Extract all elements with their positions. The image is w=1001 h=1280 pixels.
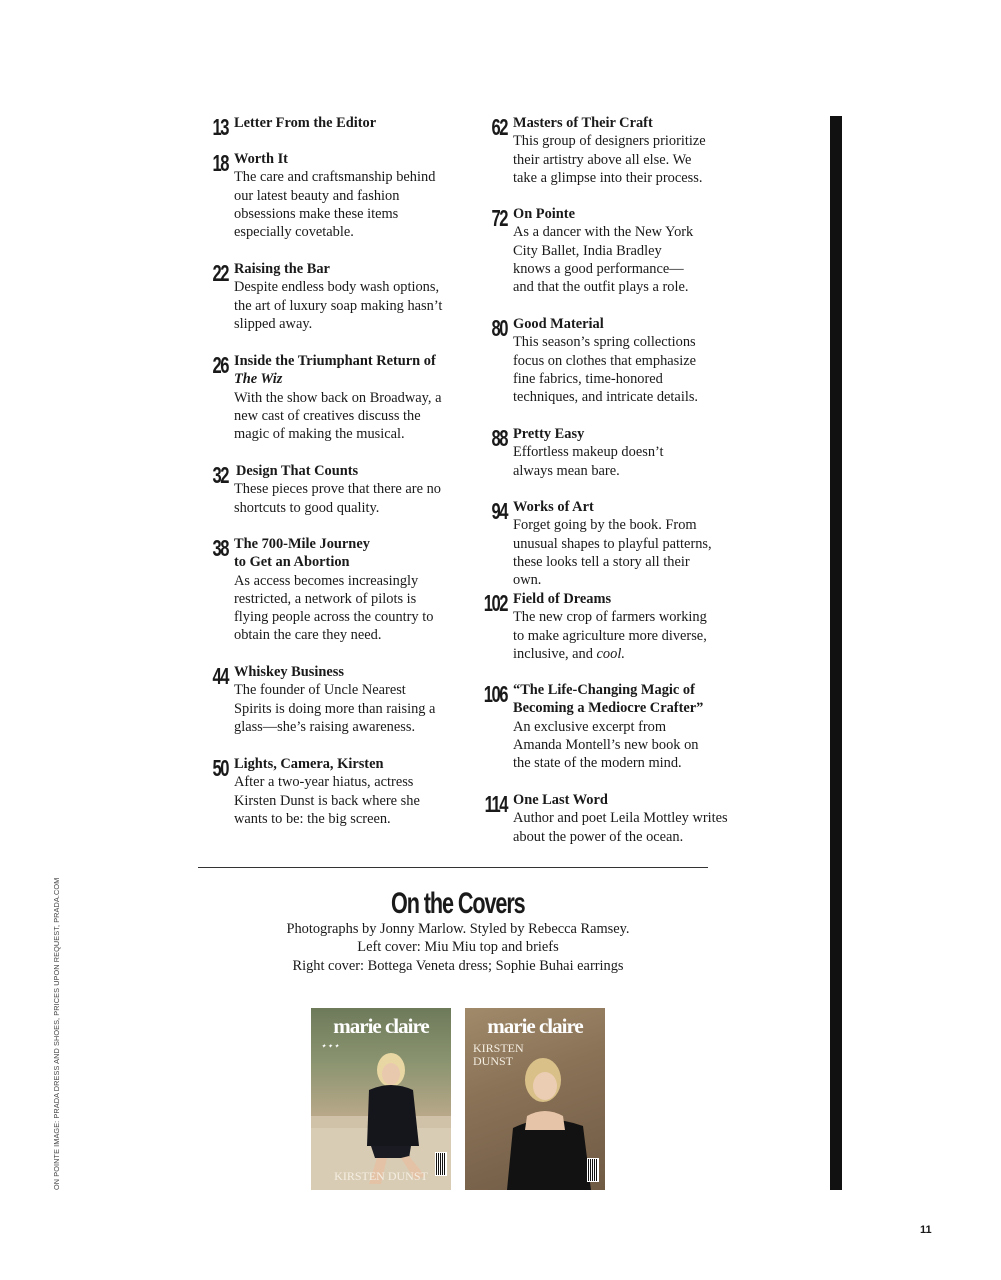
entry-description: Effortless makeup doesn’t always mean bare. [513, 444, 664, 479]
page-number-label: 18 [212, 150, 228, 176]
cover-name: KIRSTEN DUNST [473, 1041, 524, 1068]
entry-description: These pieces prove that there are no shortcuts to good quality. [234, 481, 441, 516]
covers-credits [0, 920, 916, 975]
entry-title-italic: The Wiz [234, 371, 283, 388]
entry-title-text: Inside the Triumphant Return of [234, 353, 436, 369]
page-number-label: 102 [483, 590, 507, 616]
credit-line: Left cover: Miu Miu top and briefs [357, 939, 559, 956]
entry-title: Field of Dreams [513, 591, 612, 607]
entry-title: “The Life-Changing Magic of Becoming a Mediocre Crafter” [513, 682, 704, 717]
entry-description-italic: cool. [596, 645, 625, 662]
entry-description: As access becomes increasingly restricted, a network of pilots is flying people across the country to obtain the care they need. [234, 572, 434, 644]
entry-title: On Pointe [513, 206, 575, 222]
cover-name: KIRSTEN DUNST [334, 1169, 428, 1183]
side-photo-credit: ON POINTE IMAGE: PRADA DRESS AND SHOES, PRICES UPON REQUEST, PRADA.COM [52, 877, 61, 1190]
entry-description-text: The new crop of farmers working to make agriculture more diverse, inclusive, and [513, 609, 707, 662]
page-number-label: 26 [212, 352, 228, 378]
cover-barcode [587, 1158, 599, 1182]
page-number-label: 13 [212, 114, 228, 140]
page-number-label: 94 [491, 498, 507, 524]
cover-model-figure [311, 1008, 451, 1190]
cover-image-right [465, 1008, 605, 1190]
credit-line: Right cover: Bottega Veneta dress; Sophie Buhai earrings [292, 957, 624, 974]
page-number-label: 44 [212, 663, 228, 689]
page-number-label: 62 [491, 114, 507, 140]
cover-masthead: marie claire [333, 1014, 429, 1038]
decorative-black-bar [830, 116, 842, 1190]
entry-description: The founder of Uncle Nearest Spirits is doing more than raising a glass—she’s raising awareness. [234, 682, 436, 735]
entry-description: The care and craftsmanship behind our latest beauty and fashion obsessions make these items especially covetable. [234, 169, 436, 241]
page-number-label: 50 [212, 755, 228, 781]
entry-title: Whiskey Business [234, 664, 344, 680]
entry-title: The 700-Mile Journey to Get an Abortion [234, 536, 370, 571]
credit-line: Photographs by Jonny Marlow. Styled by Rebecca Ramsey. [286, 921, 630, 937]
section-divider [198, 867, 708, 868]
page-number-label: 72 [491, 205, 507, 231]
page-number-label: 114 [484, 791, 507, 817]
page-number-label: 88 [491, 425, 507, 451]
cover-masthead: marie claire [487, 1014, 583, 1038]
entry-description: This season’s spring collections focus on clothes that emphasize fine fabrics, time-honored techniques, and intricate details. [513, 334, 699, 406]
page-number-label: 22 [212, 260, 228, 286]
page-number-label: 80 [491, 315, 507, 341]
entry-title: Design That Counts [236, 463, 359, 479]
cover-model-figure [465, 1008, 605, 1190]
cover-image-left [311, 1008, 451, 1190]
covers-heading [0, 887, 916, 921]
entry-title: Works of Art [513, 499, 594, 515]
cover-tagline: ✦ ✦ ✦ [321, 1044, 340, 1050]
entry-description: Despite endless body wash options, the art of luxury soap making hasn’t slipped away. [234, 279, 443, 332]
entry-description: An exclusive excerpt from Amanda Montell’s new book on the state of the modern mind. [513, 718, 699, 772]
page-number-label: 106 [483, 681, 507, 707]
page-number-label: 38 [212, 535, 228, 561]
entry-title: Letter From the Editor [234, 115, 377, 131]
covers-heading-text: On the Covers [391, 887, 525, 920]
entry-title [234, 352, 444, 389]
entry-description: With the show back on Broadway, a new cast of creatives discuss the magic of making the musical. [234, 389, 442, 443]
entry-title: Masters of Their Craft [513, 115, 653, 131]
page-number: 11 [920, 1224, 932, 1236]
entry-title: Lights, Camera, Kirsten [234, 756, 384, 772]
entry-description: Author and poet Leila Mottley writes about the power of the ocean. [513, 810, 728, 845]
entry-description: Forget going by the book. From unusual shapes to playful patterns, these looks tell a story all their own. [513, 517, 712, 589]
entry-description [513, 608, 713, 663]
entry-title: Raising the Bar [234, 261, 330, 277]
entry-description: As a dancer with the New York City Ballet, India Bradley knows a good performance—and that the outfit plays a role. [513, 224, 694, 296]
page-number-label: 32 [212, 462, 228, 488]
entry-title: Worth It [234, 151, 288, 167]
entry-title: One Last Word [513, 792, 608, 808]
entry-title: Good Material [513, 316, 604, 332]
entry-title: Pretty Easy [513, 426, 585, 442]
entry-description: After a two-year hiatus, actress Kirsten Dunst is back where she wants to be: the big screen. [234, 774, 420, 827]
entry-description: This group of designers prioritize their artistry above all else. We take a glimpse into their process. [513, 133, 706, 186]
